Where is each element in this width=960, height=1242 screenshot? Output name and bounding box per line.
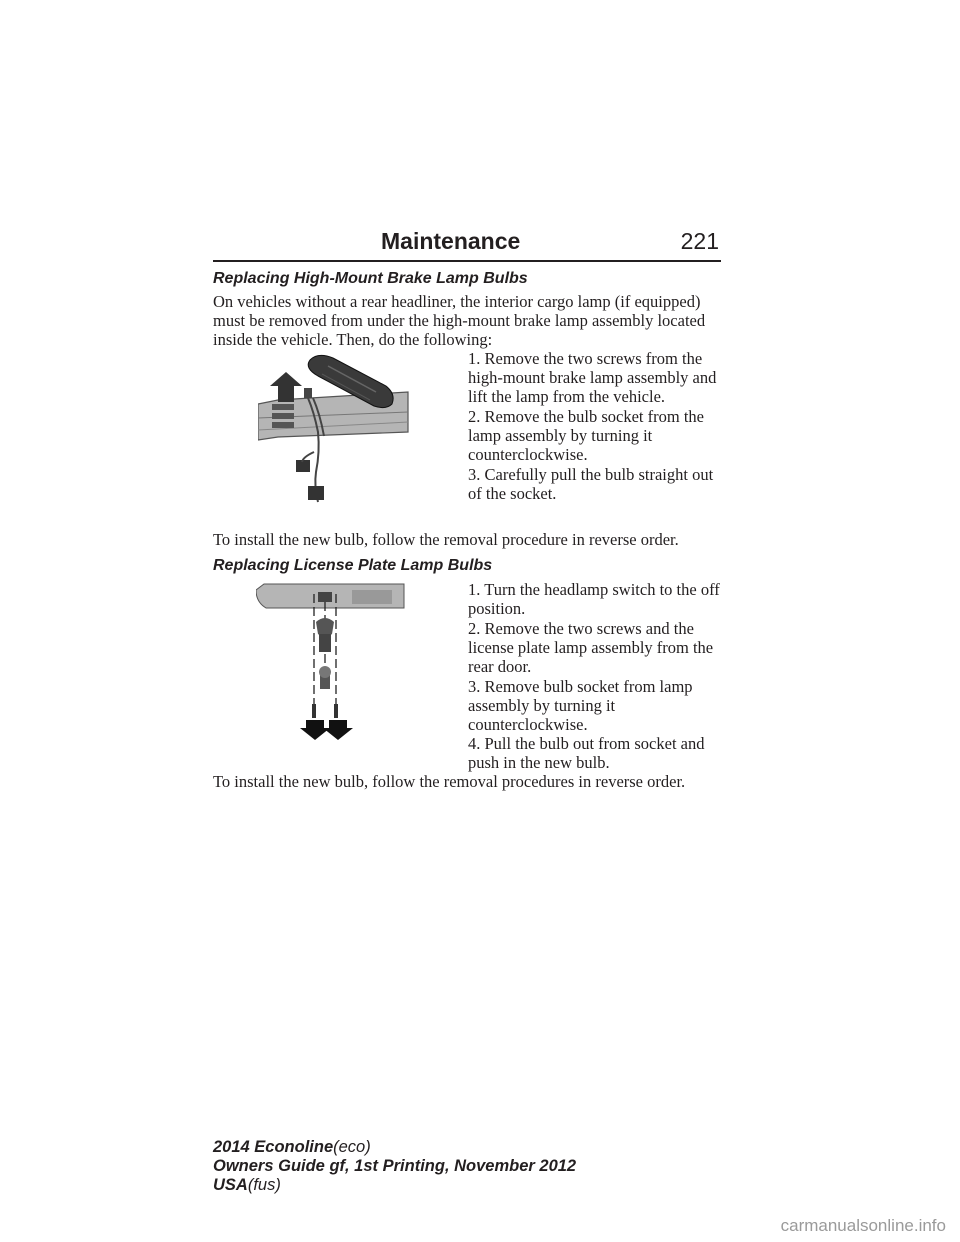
footer-market: USA bbox=[213, 1176, 248, 1194]
footer-model: 2014 Econoline bbox=[213, 1138, 334, 1156]
step-2: 2. Remove the two screws and the license plate lamp assembly from the rear door. bbox=[468, 619, 714, 676]
step-2: 2. Remove the bulb socket from the lamp assembly by turning it counterclockwise. bbox=[468, 407, 704, 464]
step-1: 1. Remove the two screws from the high-mount brake lamp assembly and lift the lamp from the vehicle. bbox=[468, 349, 717, 406]
footer-model-code: (eco) bbox=[333, 1138, 371, 1156]
license-plate-lamp-figure bbox=[256, 580, 406, 740]
step-4: 4. Pull the bulb out from socket and push in the new bulb. bbox=[468, 734, 705, 772]
watermark: carmanualsonline.info bbox=[780, 1216, 946, 1235]
closing-paragraph-2: To install the new bulb, follow the removal procedures in reverse order. bbox=[213, 772, 686, 791]
closing-paragraph-1: To install the new bulb, follow the removal procedure in reverse order. bbox=[213, 530, 679, 549]
intro-paragraph: On vehicles without a rear headliner, the interior cargo lamp (if equipped) must be removed from under the high-mount brake lamp assembly located inside the vehicle. Then, do the following: bbox=[213, 292, 706, 349]
page-header bbox=[213, 228, 721, 262]
step-1: 1. Turn the headlamp switch to the off position. bbox=[468, 580, 720, 618]
page-footer bbox=[213, 1138, 576, 1195]
step-3: 3. Remove bulb socket from lamp assembly by turning it counterclockwise. bbox=[468, 677, 693, 734]
page-number: 221 bbox=[680, 228, 719, 254]
heading-high-mount-brake-lamp: Replacing High-Mount Brake Lamp Bulbs bbox=[213, 270, 528, 287]
footer-guide: Owners Guide gf, 1st Printing, November 2012 bbox=[213, 1157, 577, 1175]
section-title: Maintenance bbox=[381, 228, 521, 254]
high-mount-brake-lamp-figure bbox=[258, 352, 458, 512]
footer-market-code: (fus) bbox=[247, 1176, 281, 1194]
heading-license-plate-lamp: Replacing License Plate Lamp Bulbs bbox=[213, 557, 493, 574]
step-3: 3. Carefully pull the bulb straight out of the socket. bbox=[468, 465, 714, 503]
